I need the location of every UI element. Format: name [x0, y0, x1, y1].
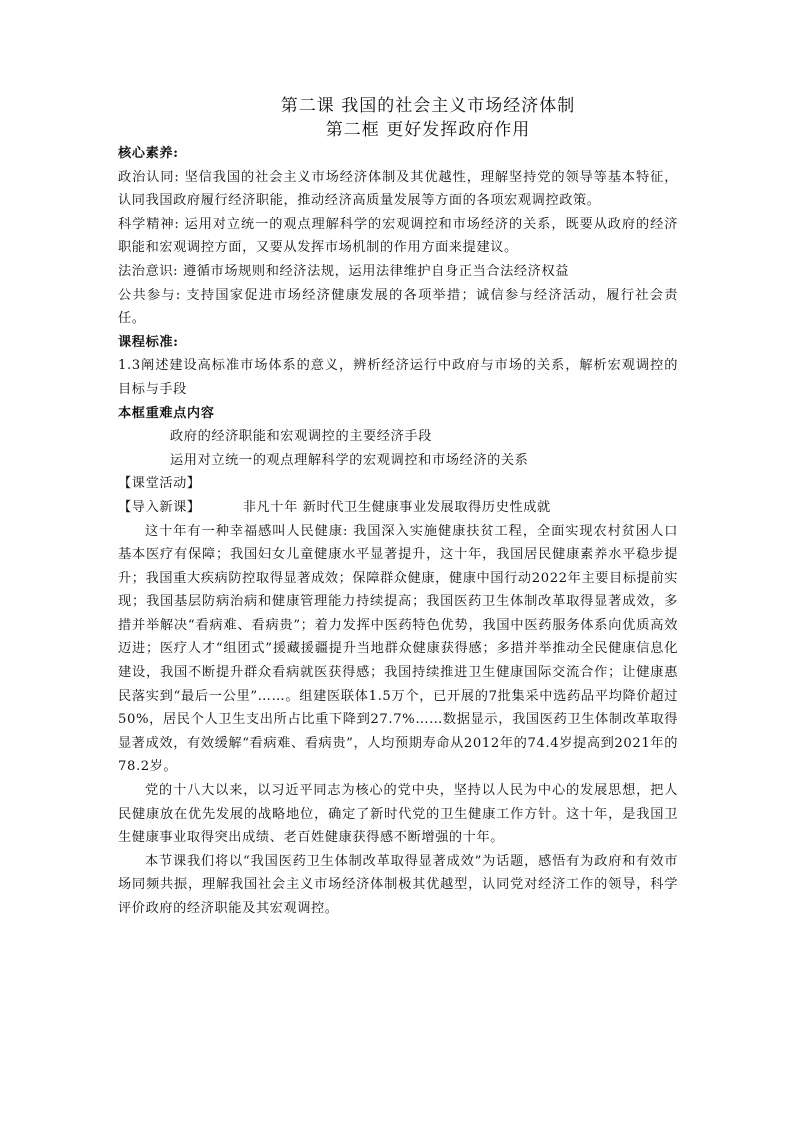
intro-line: [118, 496, 678, 520]
intro-title: 非凡十年 新时代卫生健康事业发展取得历史性成就: [242, 499, 551, 515]
body-paragraph-2: 党的十八大以来，以习近平同志为核心的党中央，坚持以人民为中心的发展思想，把人民健康放在优先发展的战略地位，确定了新时代党的卫生健康工作方针。这十年，是我国卫生健康事业取得突出成绩、老百姓健康获得感不断增强的十年。: [118, 783, 678, 846]
key-point-item: 政府的经济职能和宏观调控的主要经济手段: [170, 429, 432, 445]
intro-label: 【导入新课】: [118, 499, 201, 515]
key-points-heading: 本框重难点内容: [118, 405, 215, 421]
core-item-public: 公共参与: 支持国家促进市场经济健康发展的各项举措；诚信参与经济活动，履行社会责任。: [118, 287, 678, 327]
lesson-title: 第二课 我国的社会主义市场经济体制: [280, 96, 576, 116]
core-literacy-heading: 核心素养:: [118, 146, 179, 161]
document-page: [118, 94, 678, 921]
body-paragraph-1: 这十年有一种幸福感叫人民健康: 我国深入实施健康扶贫工程，全面实现农村贫困人口基本医疗有保障；我国妇女儿童健康水平显著提升，这十年，我国居民健康素养水平稳步提升；我国重大疾病防控取得显著成效；保障群众健康，健康中国行动2022年主要目标提前实现；我国基层防病治病和健康管理能力持续提高；我国医药卫生体制改革取得显著成效，多措并举解决“看病难、看病贵”；着力发挥中医药特色优势，我国中医药服务体系向优质高效迈进；医疗人才“组团式”援藏援疆提升当地群众健康获得感；多措并举推动全民健康信息化建设，我国不断提升群众看病就医获得感；我国持续推进卫生健康国际交流合作；让健康惠民落实到“最后一公里”……。组建医联体1.5万个，已开展的7批集采中选药品平均降价超过50%，居民个人卫生支出所占比重下降到27.7%……数据显示，我国医药卫生体制改革取得显著成效，有效缓解“看病难、看病贵”，人均预期寿命从2012年的74.4岁提高到2021年的78.2岁。: [118, 523, 678, 775]
core-item-science: 科学精神: 运用对立统一的观点理解科学的宏观调控和市场经济的关系，既要从政府的经济职能和宏观调控方面，又要从发挥市场机制的作用方面来提建议。: [118, 216, 678, 256]
key-point-item: 运用对立统一的观点理解科学的宏观调控和市场经济的关系: [170, 452, 529, 468]
curriculum-standard-heading: 课程标准:: [118, 334, 179, 350]
core-item-political: 政治认同: 坚信我国的社会主义市场经济体制及其优越性，理解坚持党的领导等基本特征，认同我国政府履行经济职能，推动经济高质量发展等方面的各项宏观调控政策。: [118, 169, 678, 209]
class-activity-heading: 【课堂活动】: [118, 476, 201, 492]
section-title: 第二框 更好发挥政府作用: [325, 120, 531, 140]
curriculum-standard-text: 1.3阐述建设高标准市场体系的意义，辨析经济运行中政府与市场的关系，解析宏观调控的目标与手段: [118, 358, 678, 397]
core-item-law: 法治意识: 遵循市场规则和经济法规，运用法律维护自身正当合法经济权益: [118, 263, 570, 279]
body-paragraph-3: 本节课我们将以“我国医药卫生体制改革取得显著成效”为话题，感悟有为政府和有效市场同频共振，理解我国社会主义市场经济体制极其优越型，认同党对经济工作的领导，科学评价政府的经济职能及其宏观调控。: [118, 853, 678, 916]
